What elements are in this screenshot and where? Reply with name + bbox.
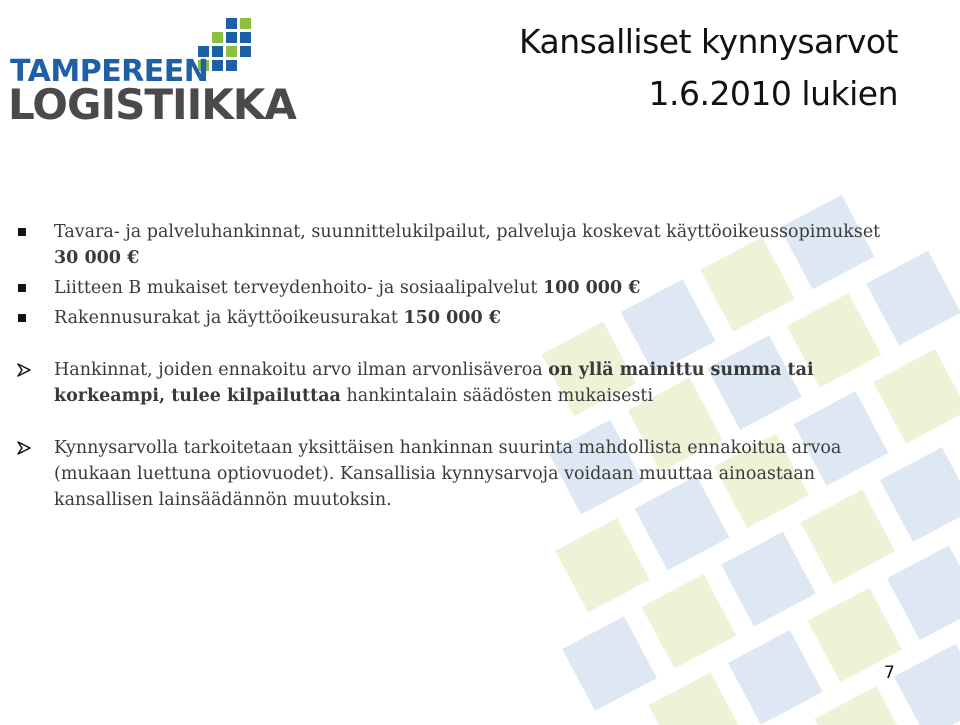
arrow-bullet-icon [16, 362, 32, 378]
slide-content [16, 219, 896, 513]
page-number: 7 [884, 663, 895, 683]
tampereen-logistiikka-logo [6, 16, 306, 129]
square-bullet-icon [18, 284, 26, 292]
paragraph-definition [16, 435, 896, 513]
paragraph-text: Hankinnat, joiden ennakoitu arvo ilman arvonlisäveroa [54, 360, 549, 380]
paragraph-text-end: hankintalain säädösten mukaisesti [340, 386, 654, 406]
bullet-text: Tavara- ja palveluhankinnat, suunnittelukilpailut, palveluja koskevat käyttöoikeussopimukset [54, 222, 881, 242]
slide-title [519, 16, 898, 120]
bullet-amount: 30 000 € [54, 248, 140, 268]
bullet-text: Liitteen B mukaiset terveydenhoito- ja sosiaalipalvelut [54, 278, 543, 298]
paragraph-thresholds [16, 357, 896, 409]
bullet-item-2 [16, 275, 896, 301]
logo-text-tampereen: TAMPEREEN [10, 54, 209, 89]
arrow-bullet-icon [16, 440, 32, 456]
bullet-amount: 150 000 € [403, 308, 501, 328]
slide-title-line-2: 1.6.2010 lukien [648, 74, 898, 113]
logo-text-logistiikka: LOGISTIIKKA [8, 80, 296, 129]
slide-title-line-1: Kansalliset kynnysarvot [518, 22, 898, 61]
paragraph-bold-text: on yllä mainittu summa tai korkeampi, tulee kilpailuttaa [54, 360, 814, 406]
paragraph-text: Kynnysarvolla tarkoitetaan yksittäisen hankinnan suurinta mahdollista ennakoitua arvoa (mukaan luettuna optiovuodet). Kansallisia kynnysarvoja voidaan muuttaa ainoastaan kansallisen lainsäädännön muutoksin. [54, 438, 842, 510]
bullet-text: Rakennusurakat ja käyttöoikeusurakat [54, 308, 404, 328]
bullet-amount: 100 000 € [542, 278, 641, 298]
bullet-item-1 [16, 219, 896, 271]
square-bullet-icon [18, 228, 26, 236]
bullet-item-3 [16, 305, 896, 331]
square-bullet-icon [18, 314, 26, 322]
